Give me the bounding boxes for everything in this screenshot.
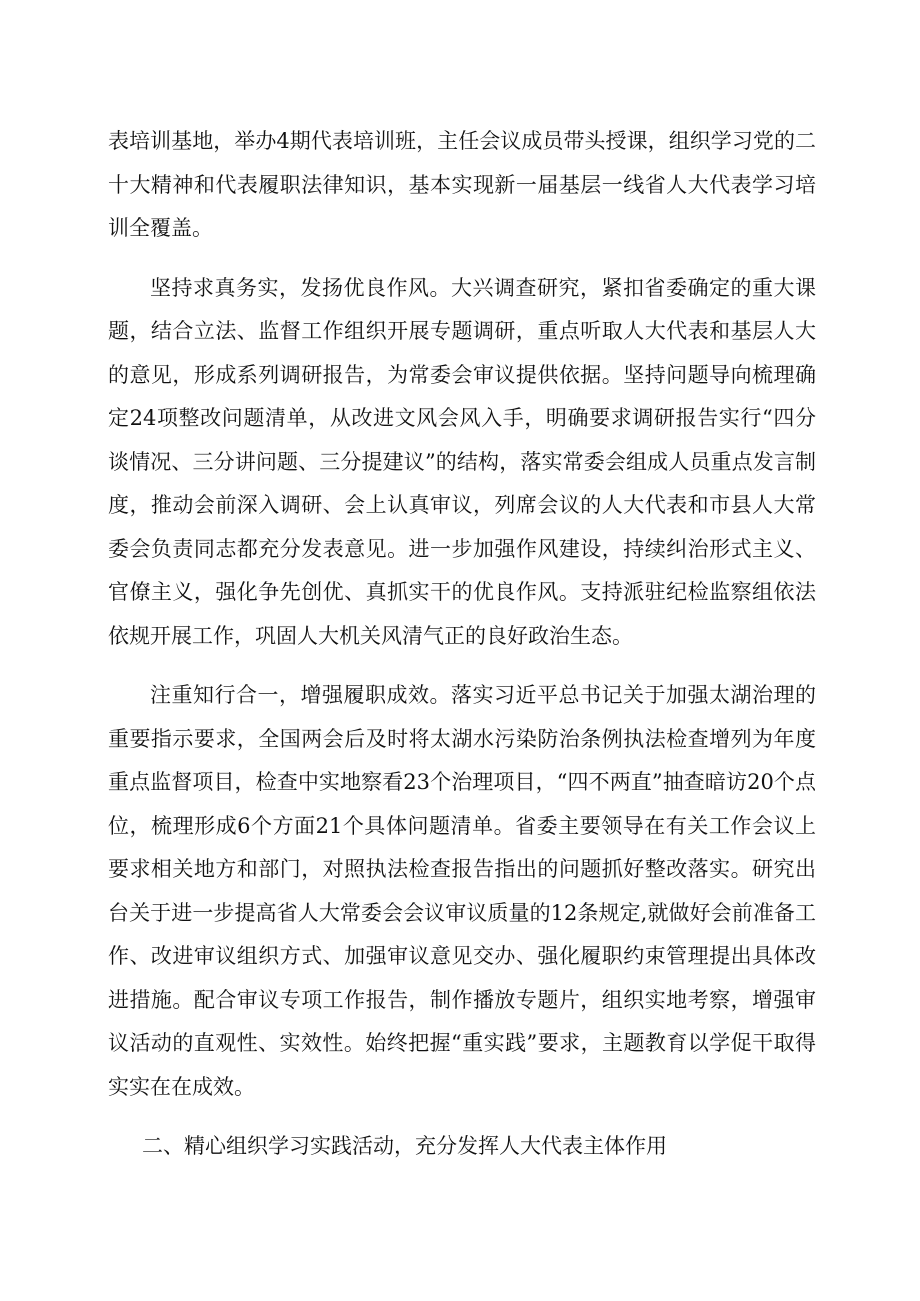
document-body bbox=[108, 120, 816, 1169]
section-heading: 二、精心组织学习实践活动，充分发挥人大代表主体作用 bbox=[142, 1134, 667, 1158]
paragraph-work-style: 坚持求真务实，发扬优良作风。大兴调查研究，紧扣省委确定的重大课题，结合立法、监督工作组织开展专题调研，重点听取人大代表和基层人大的意见，形成系列调研报告，为常委会审议提供依据。坚持问题导向梳理确定24项整改问题清单，从改进文风会风入手，明确要求调研报告实行“四分谈情况、三分讲问题、三分提建议”的结构，落实常委会组成人员重点发言制度，推动会前深入调研、会上认真审议，列席会议的人大代表和市县人大常委会负责同志都充分发表意见。进一步加强作风建设，持续纠治形式主义、官僚主义，强化争先创优、真抓实干的优良作风。支持派驻纪检监察组依法依规开展工作，巩固人大机关风清气正的良好政治生态。 bbox=[108, 275, 816, 648]
paragraph-effectiveness: 注重知行合一，增强履职成效。落实习近平总书记关于加强太湖治理的重要指示要求，全国两会后及时将太湖水污染防治条例执法检查增列为年度重点监督项目，检查中实地察看23个治理项目，“四不两直”抽查暗访20个点位，梳理形成6个方面21个具体问题清单。省委主要领导在有关工作会议上要求相关地方和部门，对照执法检查报告指出的问题抓好整改落实。研究出台关于进一步提高省人大常委会会议审议质量的12条规定,就做好会前准备工作、改进审议组织方式、加强审议意见交办、强化履职约束管理提出具体改进措施。配合审议专项工作报告，制作播放专题片，组织实地考察，增强审议活动的直观性、实效性。始终把握“重实践”要求，主题教育以学促干取得实实在在成效。 bbox=[108, 683, 816, 1099]
paragraph-continuation: 表培训基地，举办4期代表培训班，主任会议成员带头授课，组织学习党的二十大精神和代表履职法律知识，基本实现新一届基层一线省人大代表学习培训全覆盖。 bbox=[108, 129, 816, 240]
